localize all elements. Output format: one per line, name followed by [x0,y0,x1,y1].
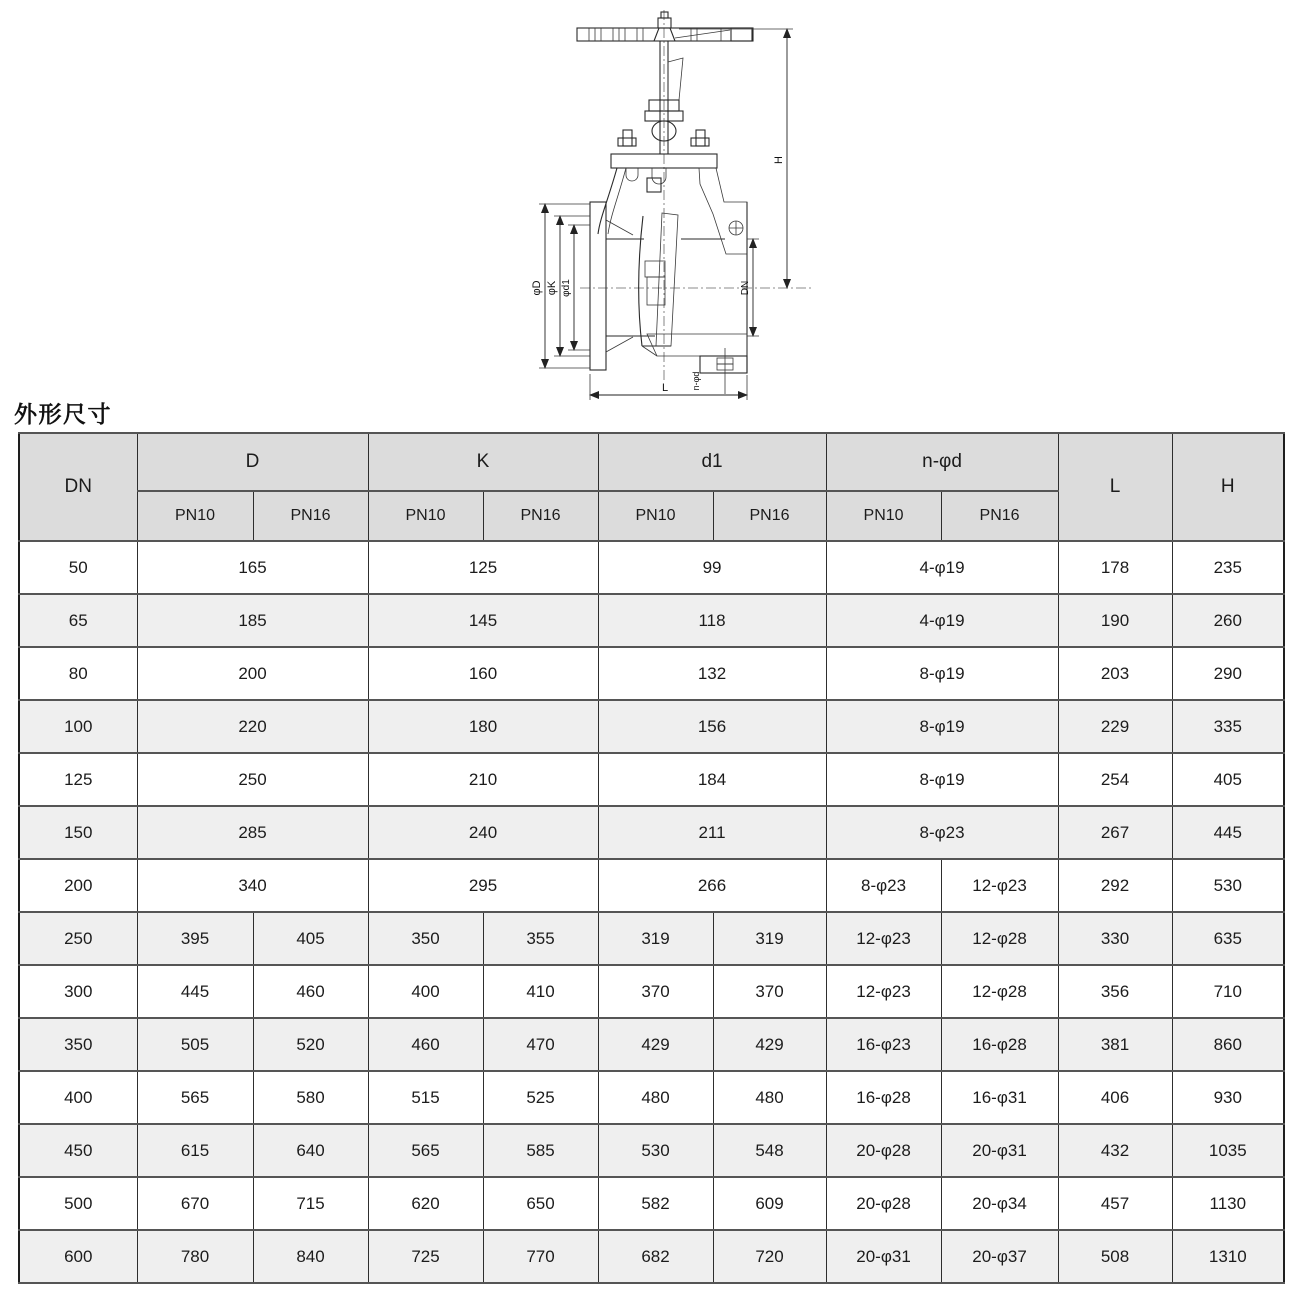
table-row [19,700,1284,753]
subheader-k-pn10: PN10 [368,491,483,541]
cell-d: 200 [137,647,368,700]
col-header-l: L [1058,433,1172,541]
cell-d1-pn10: 530 [598,1124,713,1177]
cell-d1-pn16: 548 [713,1124,826,1177]
cell-l: 406 [1058,1071,1172,1124]
cell-h: 335 [1172,700,1284,753]
cell-n-phi-d-pn16: 12-φ23 [941,859,1058,912]
cell-n-phi-d-pn16: 20-φ31 [941,1124,1058,1177]
cell-d1-pn16: 429 [713,1018,826,1071]
cell-d1-pn16: 319 [713,912,826,965]
cell-h: 445 [1172,806,1284,859]
cell-dn: 125 [19,753,137,806]
cell-d1: 184 [598,753,826,806]
cell-n-phi-d-pn10: 16-φ23 [826,1018,941,1071]
cell-n-phi-d: 8-φ19 [826,753,1058,806]
cell-n-phi-d-pn10: 16-φ28 [826,1071,941,1124]
table-row [19,965,1284,1018]
cell-k-pn16: 770 [483,1230,598,1283]
cell-k-pn16: 650 [483,1177,598,1230]
cell-h: 930 [1172,1071,1284,1124]
cell-k: 125 [368,541,598,594]
cell-k-pn16: 525 [483,1071,598,1124]
table-row [19,806,1284,859]
cell-k: 180 [368,700,598,753]
cell-h: 290 [1172,647,1284,700]
cell-k-pn16: 585 [483,1124,598,1177]
cell-k-pn10: 620 [368,1177,483,1230]
col-header-n-phi-d: n-φd [826,433,1058,491]
cell-h: 710 [1172,965,1284,1018]
cell-k-pn16: 470 [483,1018,598,1071]
cell-d-pn16: 840 [253,1230,368,1283]
cell-n-phi-d-pn10: 20-φ31 [826,1230,941,1283]
cell-n-phi-d-pn16: 20-φ34 [941,1177,1058,1230]
cell-dn: 150 [19,806,137,859]
cell-d1-pn10: 682 [598,1230,713,1283]
cell-k-pn10: 565 [368,1124,483,1177]
cell-l: 457 [1058,1177,1172,1230]
dim-label-phi-d: φD [531,280,543,296]
cell-n-phi-d: 8-φ23 [826,806,1058,859]
cell-dn: 65 [19,594,137,647]
cell-d1-pn16: 480 [713,1071,826,1124]
cell-d-pn16: 715 [253,1177,368,1230]
subheader-d1-pn10: PN10 [598,491,713,541]
cell-n-phi-d: 4-φ19 [826,541,1058,594]
cell-d: 250 [137,753,368,806]
cell-d: 165 [137,541,368,594]
dimensions-table [18,432,1285,1284]
cell-dn: 200 [19,859,137,912]
cell-d1: 156 [598,700,826,753]
cell-k-pn10: 460 [368,1018,483,1071]
col-header-k: K [368,433,598,491]
table-row [19,647,1284,700]
cell-h: 530 [1172,859,1284,912]
cell-d-pn10: 615 [137,1124,253,1177]
cell-n-phi-d-pn16: 16-φ31 [941,1071,1058,1124]
cell-n-phi-d-pn16: 20-φ37 [941,1230,1058,1283]
cell-d-pn10: 505 [137,1018,253,1071]
cell-k: 240 [368,806,598,859]
cell-n-phi-d-pn10: 20-φ28 [826,1177,941,1230]
cell-d1: 118 [598,594,826,647]
cell-d-pn10: 395 [137,912,253,965]
cell-d-pn16: 640 [253,1124,368,1177]
table-row [19,1230,1284,1283]
cell-n-phi-d: 8-φ19 [826,700,1058,753]
cell-n-phi-d-pn16: 16-φ28 [941,1018,1058,1071]
cell-n-phi-d-pn10: 8-φ23 [826,859,941,912]
cell-n-phi-d-pn16: 12-φ28 [941,912,1058,965]
cell-l: 508 [1058,1230,1172,1283]
dimensions-table-body [19,541,1284,1283]
cell-l: 229 [1058,700,1172,753]
cell-d1-pn16: 720 [713,1230,826,1283]
cell-l: 178 [1058,541,1172,594]
cell-k-pn10: 400 [368,965,483,1018]
cell-n-phi-d: 8-φ19 [826,647,1058,700]
cell-dn: 100 [19,700,137,753]
table-row [19,912,1284,965]
table-row [19,1018,1284,1071]
cell-h: 235 [1172,541,1284,594]
cell-h: 1310 [1172,1230,1284,1283]
dimensions-table-wrap [18,432,1283,1284]
dim-label-phi-k: φK [546,280,558,296]
dim-label-phi-d1: φd1 [561,279,572,297]
cell-k: 145 [368,594,598,647]
cell-d-pn10: 670 [137,1177,253,1230]
subheader-d-pn10: PN10 [137,491,253,541]
table-row [19,594,1284,647]
cell-n-phi-d: 4-φ19 [826,594,1058,647]
page-title: 外形尺寸 [14,401,112,427]
cell-l: 190 [1058,594,1172,647]
dim-label-l: L [661,382,669,394]
cell-d-pn16: 520 [253,1018,368,1071]
table-row [19,1124,1284,1177]
cell-h: 860 [1172,1018,1284,1071]
cell-l: 267 [1058,806,1172,859]
cell-d: 220 [137,700,368,753]
cell-h: 635 [1172,912,1284,965]
cell-d-pn10: 565 [137,1071,253,1124]
cell-dn: 400 [19,1071,137,1124]
cell-d-pn16: 405 [253,912,368,965]
cell-h: 405 [1172,753,1284,806]
cell-k-pn16: 410 [483,965,598,1018]
subheader-nphid-pn16: PN16 [941,491,1058,541]
cell-k-pn10: 725 [368,1230,483,1283]
gate-valve-drawing [495,4,835,404]
cell-n-phi-d-pn10: 12-φ23 [826,965,941,1018]
cell-d1-pn10: 319 [598,912,713,965]
subheader-d1-pn16: PN16 [713,491,826,541]
cell-d-pn16: 580 [253,1071,368,1124]
cell-h: 260 [1172,594,1284,647]
col-header-h: H [1172,433,1284,541]
subheader-nphid-pn10: PN10 [826,491,941,541]
cell-d1: 99 [598,541,826,594]
table-row [19,859,1284,912]
cell-dn: 500 [19,1177,137,1230]
cell-l: 292 [1058,859,1172,912]
cell-l: 432 [1058,1124,1172,1177]
cell-d: 185 [137,594,368,647]
cell-dn: 50 [19,541,137,594]
table-row [19,1071,1284,1124]
cell-k-pn16: 355 [483,912,598,965]
handwheel [577,12,753,41]
table-row [19,1177,1284,1230]
subheader-d-pn16: PN16 [253,491,368,541]
cell-d1-pn10: 480 [598,1071,713,1124]
cell-l: 356 [1058,965,1172,1018]
cell-n-phi-d-pn10: 20-φ28 [826,1124,941,1177]
cell-k: 160 [368,647,598,700]
cell-l: 203 [1058,647,1172,700]
cell-d1-pn10: 429 [598,1018,713,1071]
cell-k: 295 [368,859,598,912]
cell-d1-pn16: 370 [713,965,826,1018]
cell-l: 254 [1058,753,1172,806]
cell-d: 340 [137,859,368,912]
cell-d-pn10: 780 [137,1230,253,1283]
col-header-d: D [137,433,368,491]
cell-d1: 132 [598,647,826,700]
cell-h: 1130 [1172,1177,1284,1230]
cell-dn: 350 [19,1018,137,1071]
cell-l: 381 [1058,1018,1172,1071]
cell-k-pn10: 515 [368,1071,483,1124]
cell-n-phi-d-pn10: 12-φ23 [826,912,941,965]
valve-body [590,168,747,394]
table-header [19,433,1284,541]
cell-d1-pn10: 370 [598,965,713,1018]
table-row [19,541,1284,594]
cell-dn: 300 [19,965,137,1018]
table-row [19,753,1284,806]
cell-l: 330 [1058,912,1172,965]
cell-d1-pn10: 582 [598,1177,713,1230]
dim-label-h: H [773,156,785,164]
cell-dn: 250 [19,912,137,965]
cell-h: 1035 [1172,1124,1284,1177]
cell-dn: 600 [19,1230,137,1283]
cell-d-pn16: 460 [253,965,368,1018]
cell-k-pn10: 350 [368,912,483,965]
cell-dn: 450 [19,1124,137,1177]
dim-label-n-phi-d: n-φd [691,371,701,391]
cell-n-phi-d-pn16: 12-φ28 [941,965,1058,1018]
cell-d1-pn16: 609 [713,1177,826,1230]
cell-dn: 80 [19,647,137,700]
subheader-k-pn16: PN16 [483,491,598,541]
cell-d1: 266 [598,859,826,912]
col-header-d1: d1 [598,433,826,491]
col-header-dn: DN [19,433,137,541]
dim-label-dn: DN [740,280,751,296]
cell-k: 210 [368,753,598,806]
cell-d-pn10: 445 [137,965,253,1018]
cell-d1: 211 [598,806,826,859]
cell-d: 285 [137,806,368,859]
